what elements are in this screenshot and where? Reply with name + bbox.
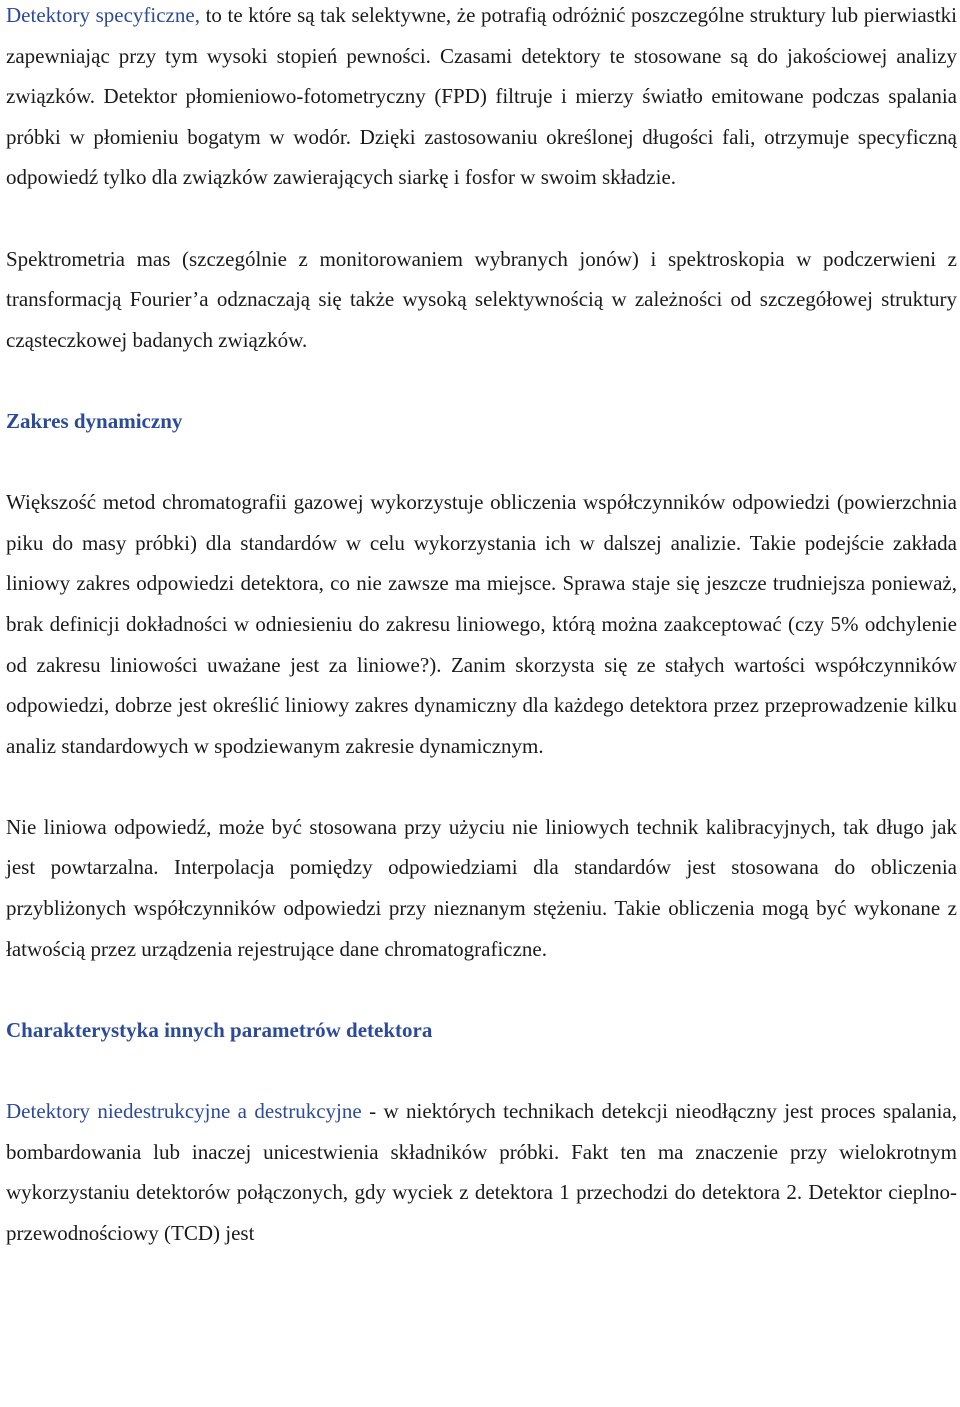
paragraph-response-factors: Większość metod chromatografii gazowej wykorzystuje obliczenia współczynników odpowiedzi (powierzchnia piku do masy próbki) dla standardów w celu wykorzystania ich w dalszej analizie. Takie podejście zakłada liniowy zakres odpowiedzi detektora, co nie zawsze ma miejsce. Sprawa staje się jeszcze trudniejsza ponieważ, brak definicji dokładności w odniesieniu do zakresu liniowego, którą można zaakceptować (czy 5% odchylenie od zakresu liniowości uważane jest za liniowe?). Zanim skorzysta się ze stałych wartości współczynników odpowiedzi, dobrze jest określić liniowy zakres dynamiczny dla każdego detektora przez przeprowadzenie kilku analiz standardowych w spodziewanym zakresie dynamicznym. <box>6 490 957 758</box>
term-destructive-detectors: Detektory niedestrukcyjne a destrukcyjne <box>6 1099 362 1124</box>
paragraph-nonlinear-response: Nie liniowa odpowiedź, może być stosowana przy użyciu nie liniowych technik kalibracyjnych, tak długo jak jest powtarzalna. Interpolacja pomiędzy odpowiedziami dla standardów jest stosowana do obliczenia przybliżonych współczynników odpowiedzi przy nieznanym stężeniu. Takie obliczenia mogą być wykonane z łatwością przez urządzenia rejestrujące dane chromatograficzne. <box>6 814 957 961</box>
paragraph-destructive-detectors <box>6 1091 957 1253</box>
paragraph-text: - w niektórych technikach detekcji nieodłączny jest proces spalania, bombardowania lub inaczej unicestwienia składników próbki. Fakt ten ma znaczenie przy wielokrotnym wykorzystaniu detektorów połączonych, gdy wyciek z detektora 1 przechodzi do detektora 2. Detektor cieplno-przewodnościowy (TCD) jest <box>6 1099 957 1245</box>
paragraph-spacer <box>6 198 957 239</box>
paragraph-text: to te które są tak selektywne, że potrafią odróżnić poszczególne struktury lub pierwiastki zapewniając przy tym wysoki stopień pewności. Czasami detektory te stosowane są do jakościowej analizy związków. Detektor płomieniowo-fotometryczny (FPD) filtruje i mierzy światło emitowane podczas spalania próbki w płomieniu bogatym w wodór. Dzięki zastosowaniu określonej długości fali, otrzymuje specyficzną odpowiedź tylko dla związków zawierających siarkę i fosfor w swoim składzie. <box>6 3 958 190</box>
paragraph-spacer <box>6 1050 957 1091</box>
document-page <box>6 0 957 1253</box>
section-heading-dynamic-range: Zakres dynamiczny <box>6 408 183 433</box>
paragraph-spacer <box>6 766 957 807</box>
paragraph-specific-detectors <box>6 0 957 198</box>
paragraph-mass-spectrometry: Spektrometria mas (szczególnie z monitorowaniem wybranych jonów) i spektroskopia w podczerwieni z transformacją Fourier’a odznaczają się także wysoką selektywnością w zależności od szczegółowej struktury cząsteczkowej badanych związków. <box>6 246 957 352</box>
paragraph-spacer <box>6 360 957 401</box>
section-heading-other-parameters: Charakterystyka innych parametrów detektora <box>6 1017 433 1042</box>
term-specific-detectors: Detektory specyficzne, <box>6 3 200 27</box>
paragraph-spacer <box>6 969 957 1010</box>
paragraph-spacer <box>6 442 957 483</box>
